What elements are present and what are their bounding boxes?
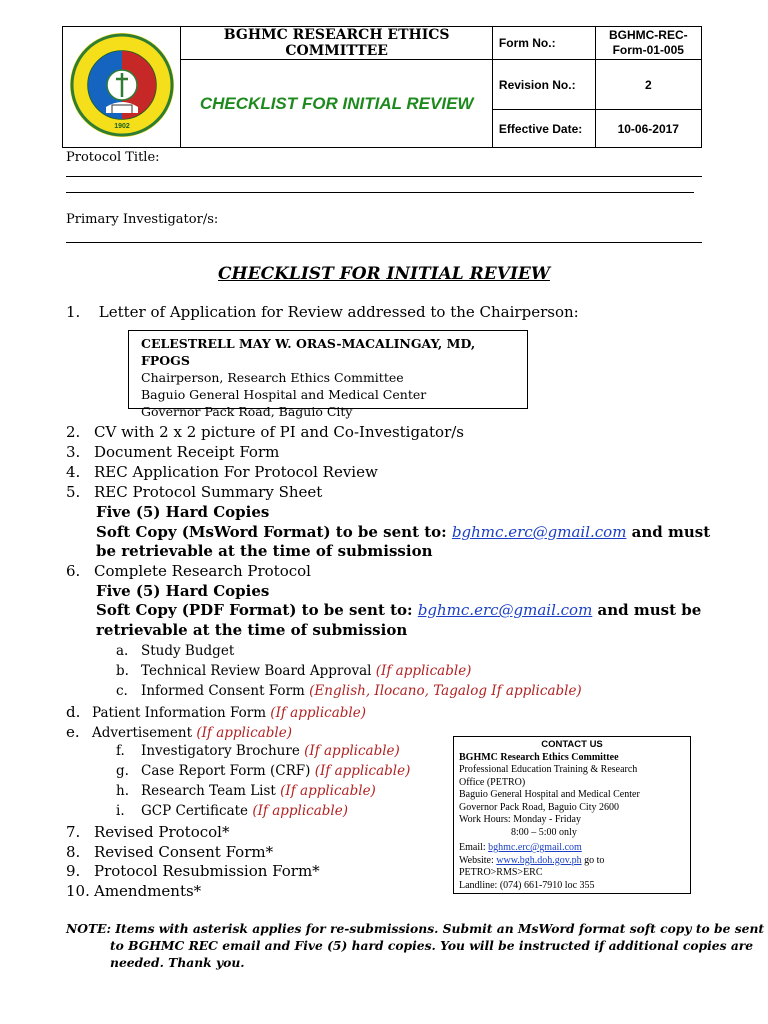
website-label: Website: — [459, 854, 494, 866]
checklist-item-d — [66, 703, 366, 721]
checklist-item — [66, 823, 229, 841]
checklist-item-1 — [66, 303, 579, 321]
svg-text:1902: 1902 — [113, 123, 130, 130]
hospital-name: Baguio General Hospital and Medical Center — [141, 387, 427, 402]
checklist-subitem — [116, 783, 376, 799]
website-path: PETRO>RMS>ERC — [459, 867, 543, 878]
checklist-item-e — [66, 723, 292, 741]
contact-us-box — [453, 736, 691, 894]
item-number: 6. — [66, 562, 81, 580]
item-text: Complete Research Protocol — [94, 562, 311, 580]
chairperson-title: Chairperson, Research Ethics Committee — [141, 370, 404, 385]
item5-soft-copy — [96, 523, 710, 541]
investigator-label: Primary Investigator/s: — [66, 212, 219, 227]
item-number: 9. — [66, 862, 81, 880]
investigator-line[interactable] — [66, 242, 702, 243]
item-text: Amendments* — [94, 882, 202, 900]
email-label: Email: — [459, 842, 486, 853]
item-letter: e. — [66, 723, 80, 741]
contact-org: BGHMC Research Ethics Committee — [459, 751, 619, 763]
item-text: Patient Information Form — [92, 705, 266, 721]
form-no-label: Form No.: — [492, 27, 595, 60]
soft-copy-text: Soft Copy (MsWord Format) to be sent to: — [96, 523, 447, 541]
if-applicable-note: (English, Ilocano, Tagalog If applicable) — [309, 683, 582, 699]
note-line-3: needed. Thank you. — [110, 955, 245, 970]
checklist-subitem — [116, 663, 471, 679]
checklist-item — [66, 882, 201, 900]
item-number: 8. — [66, 843, 81, 861]
if-applicable-note: (If applicable) — [270, 705, 366, 721]
note-line-2: to BGHMC REC email and Five (5) hard copies. You will be instructed if additional copies are — [110, 938, 754, 953]
item-text: REC Protocol Summary Sheet — [94, 483, 323, 501]
note-line-1: NOTE: Items with asterisk applies for re-submissions. Submit an MsWord format soft copy to be sent — [66, 921, 765, 936]
item-number: 3. — [66, 443, 81, 461]
checklist-subitem — [116, 643, 234, 659]
checklist-subitem — [116, 743, 400, 759]
contact-heading: CONTACT US — [541, 739, 603, 750]
subitem-letter: b. — [116, 663, 129, 679]
checklist-item — [66, 423, 464, 441]
item6-soft-copy-line2: retrievable at the time of submission — [96, 621, 408, 639]
form-title: CHECKLIST FOR INITIAL REVIEW — [181, 60, 492, 148]
if-applicable-note: (If applicable) — [375, 663, 472, 679]
contact-website-link[interactable]: www.bgh.doh.gov.ph — [496, 854, 582, 866]
contact-address: Governor Pack Road, Baguio City 2600 — [459, 801, 619, 813]
checklist-subitem — [116, 763, 410, 779]
form-no-value: BGHMC-REC-Form-01-005 — [595, 27, 701, 60]
contact-hours-time: 8:00 – 5:00 only — [511, 826, 577, 838]
contact-hospital: Baguio General Hospital and Medical Center — [459, 789, 640, 800]
form-header — [62, 26, 702, 148]
hospital-address: Governor Pack Road, Baguio City — [141, 404, 353, 419]
contact-email-row — [459, 842, 685, 855]
if-applicable-note: (If applicable) — [252, 803, 349, 819]
item-number: 10. — [66, 882, 90, 900]
subitem-text: GCP Certificate — [141, 803, 249, 819]
item-text: REC Application For Protocol Review — [94, 463, 378, 481]
checklist-item — [66, 483, 322, 501]
item-text: Advertisement — [92, 725, 193, 741]
item6-soft-copy — [96, 601, 701, 619]
item-number: 7. — [66, 823, 81, 841]
subitem-text: Informed Consent Form — [141, 683, 305, 699]
item-number: 2. — [66, 423, 81, 441]
effective-date-value: 10-06-2017 — [595, 110, 701, 148]
subitem-letter: i. — [116, 803, 125, 819]
contact-office: Professional Education Training & Research — [459, 764, 638, 775]
subitem-text: Research Team List — [141, 783, 276, 799]
chairperson-address-box — [128, 330, 528, 419]
item6-hard-copies: Five (5) Hard Copies — [96, 582, 270, 600]
soft-copy-suffix: and must be — [597, 601, 702, 619]
subitem-letter: g. — [116, 763, 129, 779]
soft-copy-suffix: and must — [631, 523, 711, 541]
chairperson-name: CELESTRELL MAY W. ORAS-MACALINGAY, MD, FPOGS — [141, 336, 476, 368]
item5-soft-copy-line2: be retrievable at the time of submission — [96, 542, 433, 560]
logo-cell — [63, 27, 181, 148]
contact-website-row — [459, 855, 685, 868]
if-applicable-note: (If applicable) — [280, 783, 376, 799]
protocol-title-label: Protocol Title: — [66, 150, 160, 165]
item-text: Revised Protocol* — [94, 823, 230, 841]
item-text: Document Receipt Form — [94, 443, 280, 461]
item-number: 4. — [66, 463, 81, 481]
subitem-letter: f. — [116, 743, 125, 759]
revision-value: 2 — [595, 60, 701, 110]
email-link[interactable]: bghmc.erc@gmail.com — [417, 601, 593, 619]
subitem-letter: a. — [116, 643, 129, 659]
subitem-text: Investigatory Brochure — [141, 743, 300, 759]
item-text: Revised Consent Form* — [94, 843, 274, 861]
subitem-text: Technical Review Board Approval — [141, 663, 372, 679]
checklist-item — [66, 463, 378, 481]
protocol-title-line-2[interactable] — [66, 192, 694, 193]
item-letter: d. — [66, 703, 81, 721]
website-suffix: go to — [584, 854, 605, 866]
if-applicable-note: (If applicable) — [304, 743, 400, 759]
item-text: Protocol Resubmission Form* — [94, 862, 320, 880]
item-text: CV with 2 x 2 picture of PI and Co-Investigator/s — [94, 423, 464, 441]
if-applicable-note: (If applicable) — [196, 725, 293, 741]
item-number: 5. — [66, 483, 81, 501]
effective-date-label: Effective Date: — [492, 110, 595, 148]
checklist-subitem — [116, 683, 582, 699]
main-title: CHECKLIST FOR INITIAL REVIEW — [218, 264, 550, 284]
hospital-seal-logo — [68, 31, 176, 139]
item5-hard-copies: Five (5) Hard Copies — [96, 503, 270, 521]
contact-hours-label: Work Hours: Monday - Friday — [459, 814, 581, 825]
checklist-subitem — [116, 803, 348, 819]
item-text: Letter of Application for Review addressed to the Chairperson: — [98, 303, 579, 321]
revision-label: Revision No.: — [492, 60, 595, 110]
soft-copy-text: Soft Copy (PDF Format) to be sent to: — [96, 601, 413, 619]
checklist-item — [66, 443, 279, 461]
contact-email-link[interactable]: bghmc.erc@gmail.com — [488, 842, 582, 853]
checklist-item — [66, 843, 273, 861]
subitem-letter: h. — [116, 783, 129, 799]
subitem-text: Case Report Form (CRF) — [141, 763, 311, 779]
protocol-title-line-1[interactable] — [66, 176, 702, 177]
checklist-item — [66, 862, 320, 880]
subitem-letter: c. — [116, 683, 128, 699]
item-number: 1. — [66, 303, 81, 321]
footer-note — [66, 920, 765, 971]
if-applicable-note: (If applicable) — [314, 763, 411, 779]
subitem-text: Study Budget — [141, 643, 235, 659]
email-link[interactable]: bghmc.erc@gmail.com — [451, 523, 627, 541]
contact-office-abbrev: Office (PETRO) — [459, 776, 526, 788]
org-title: BGHMC RESEARCH ETHICS COMMITTEE — [181, 27, 492, 60]
contact-landline: Landline: (074) 661-7910 loc 355 — [459, 879, 595, 891]
checklist-item-6 — [66, 562, 311, 580]
